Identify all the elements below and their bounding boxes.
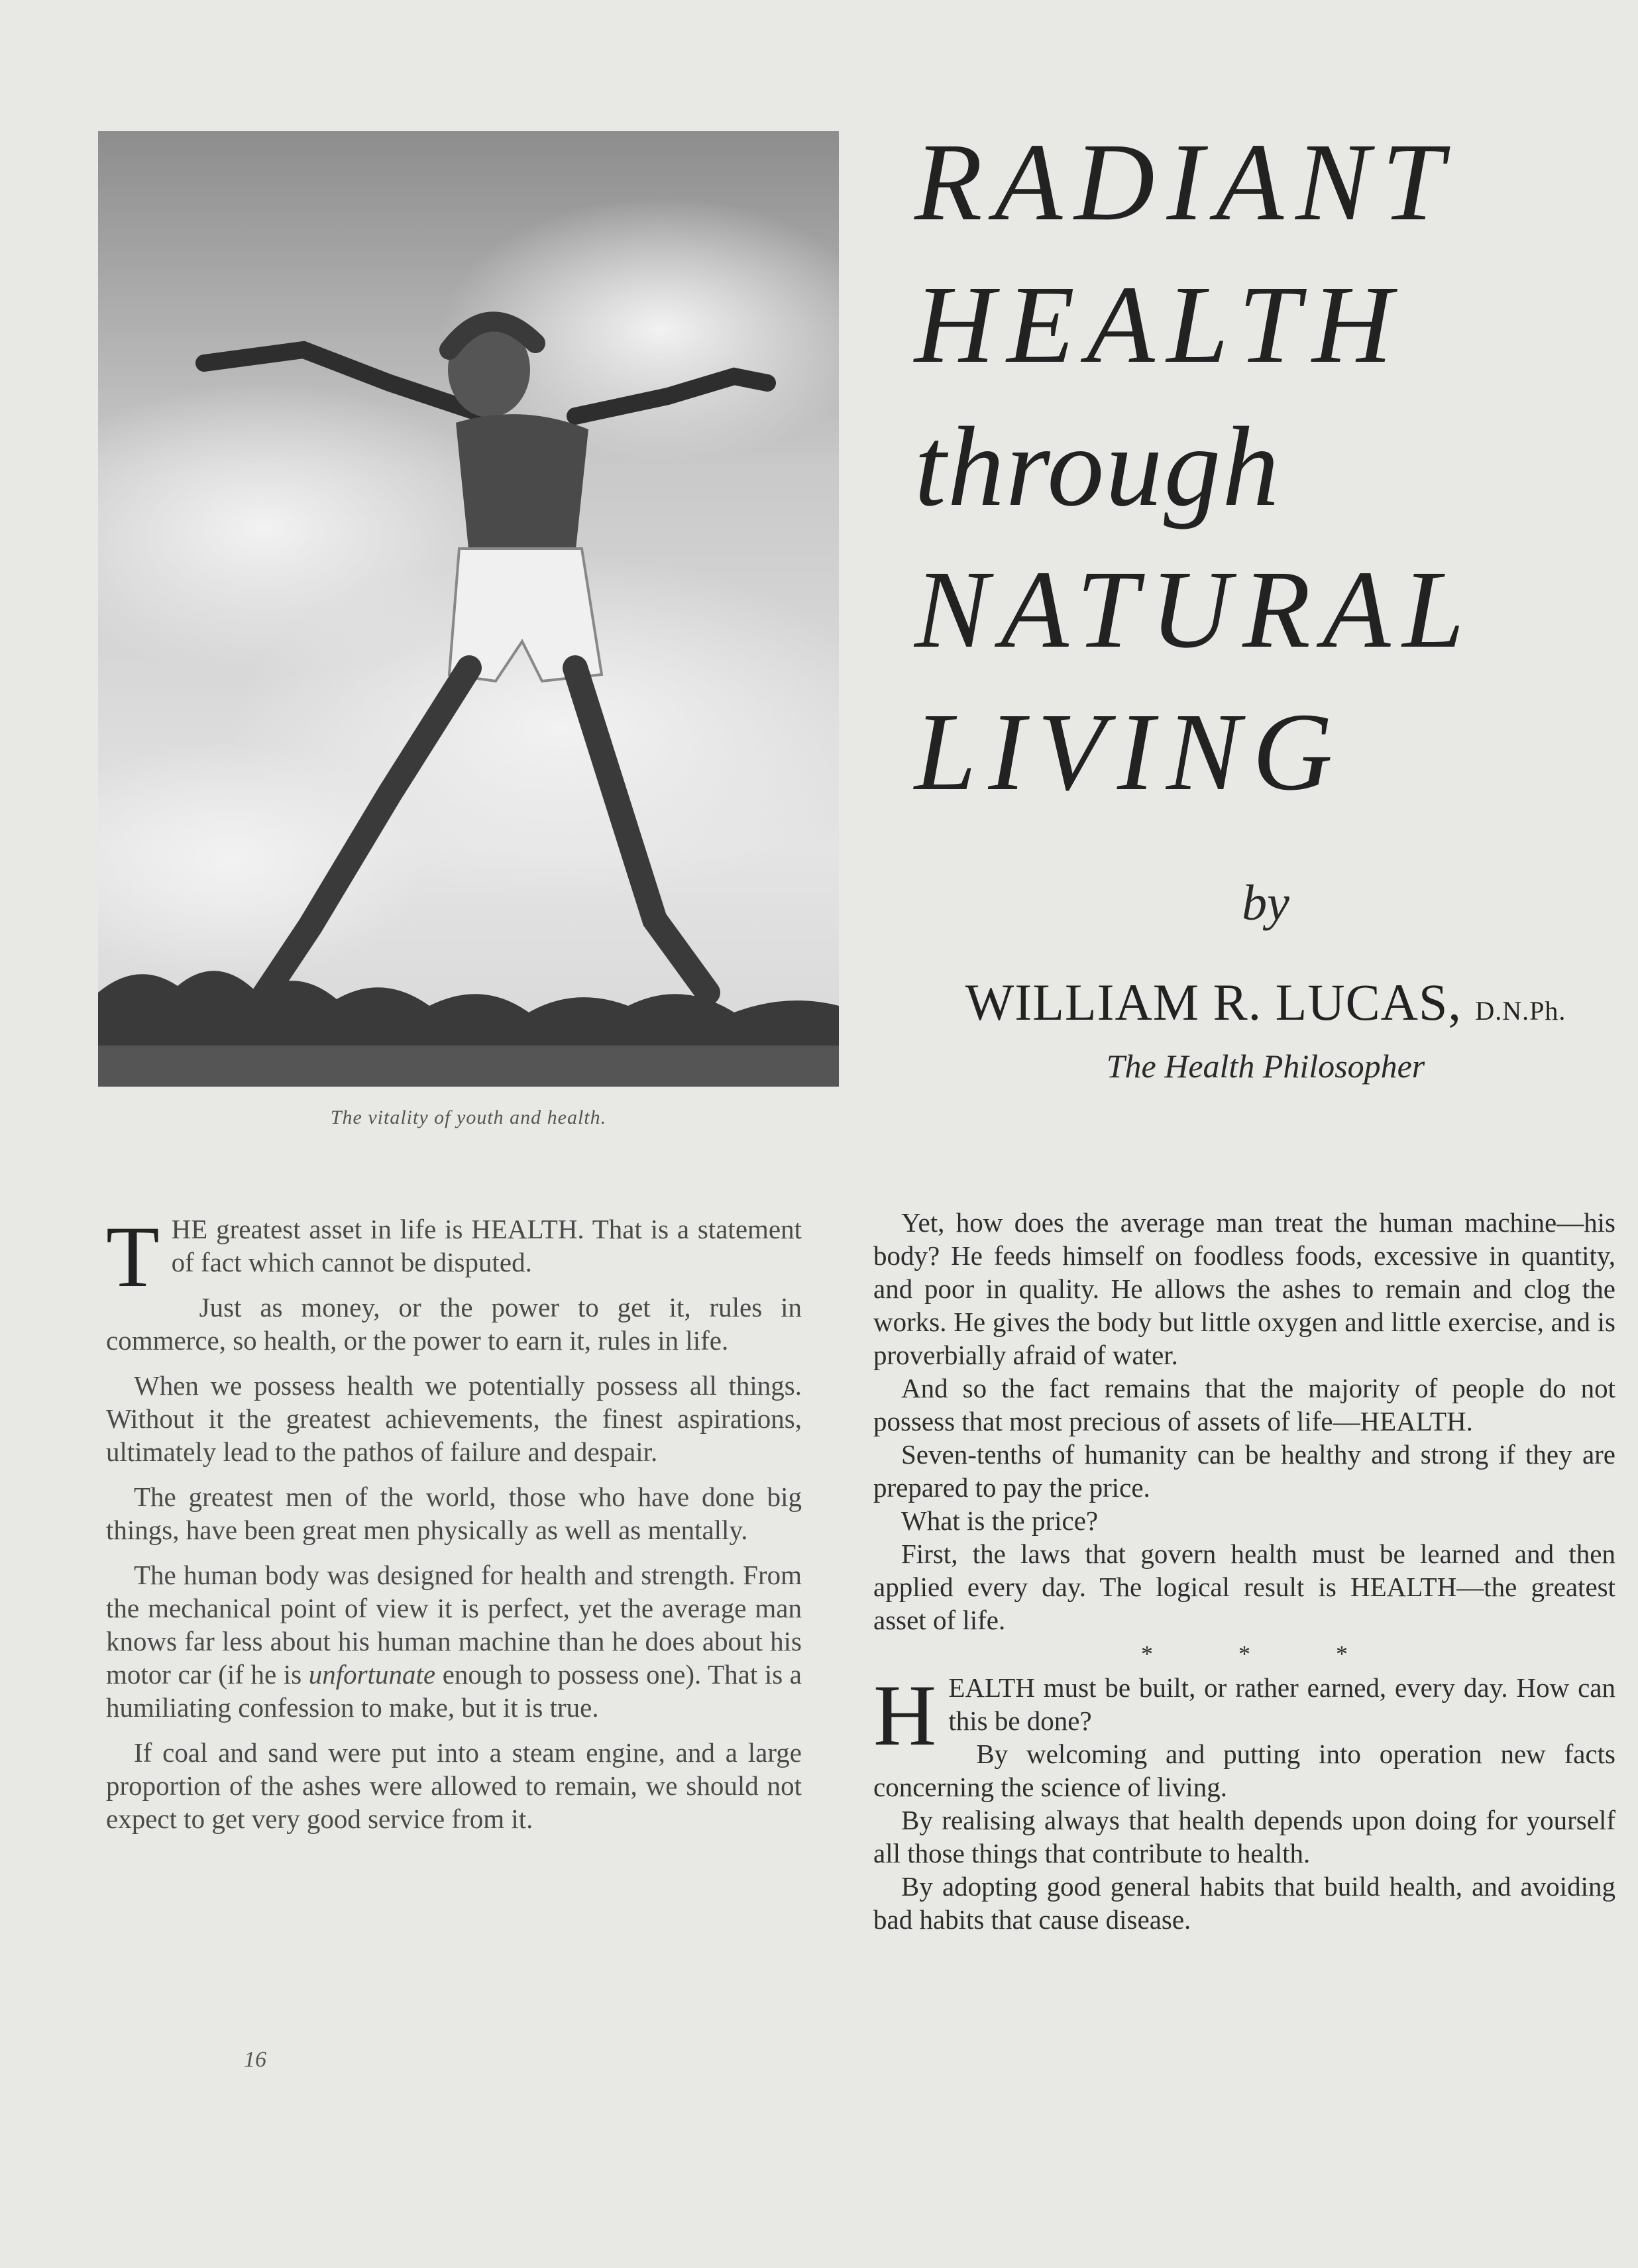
left-paragraph-4: The greatest men of the world, those who have done big things, have been great men physically as well as mentally. xyxy=(106,1482,802,1545)
author-name xyxy=(914,973,1617,1032)
photo-caption: The vitality of youth and health. xyxy=(330,1107,607,1128)
page-number: 16 xyxy=(244,2047,266,2072)
right-paragraph-1: Yet, how does the average man treat the human machine—his body? He feeds himself on foodless foods, excessive in quantity, and poor in quality. He allows the ashes to remain and clog the works. He gives the body but little oxygen and little exercise, and is proverbially afraid of water. xyxy=(873,1207,1615,1370)
byline-by: by xyxy=(1242,875,1289,931)
right-column xyxy=(873,1206,1615,1936)
section-divider-stars: * * * xyxy=(1141,1641,1388,1667)
jumping-woman-image xyxy=(98,131,839,1087)
left-paragraph-1-text: HE greatest asset in life is HEALTH. That is a statement of fact which cannot be disputed. xyxy=(171,1214,802,1277)
right-paragraph-8: By realising always that health depends upon doing for yourself all those things that contribute to health. xyxy=(873,1805,1615,1868)
left-column xyxy=(106,1208,802,1847)
article-photo xyxy=(98,131,839,1087)
left-paragraph-5-emphasis: unfortunate xyxy=(308,1659,436,1690)
drop-cap-h: H xyxy=(873,1666,937,1764)
title-line-health: HEALTH xyxy=(914,263,1405,386)
right-paragraph-3: Seven-tenths of humanity can be healthy and strong if they are prepared to pay the price. xyxy=(873,1439,1615,1503)
title-line-living: LIVING xyxy=(914,690,1345,814)
author-role: The Health Philosopher xyxy=(1106,1048,1425,1085)
right-paragraph-9: By adopting good general habits that build health, and avoiding bad habits that cause disease. xyxy=(873,1871,1615,1935)
right-paragraph-6-text: EALTH must be built, or rather earned, every day. How can this be done? xyxy=(948,1672,1615,1736)
author-degree: D.N.Ph. xyxy=(1475,996,1566,1026)
article-title xyxy=(914,111,1617,824)
right-paragraph-2: And so the fact remains that the majority of people do not possess that most precious of assets of life—HEALTH. xyxy=(873,1373,1615,1436)
left-paragraph-6: If coal and sand were put into a steam engine, and a large proportion of the ashes were allowed to remain, we should not expect to get very good service from it. xyxy=(106,1737,802,1834)
left-paragraph-3: When we possess health we potentially possess all things. Without it the greatest achievements, the finest aspirations, ultimately lead to the pathos of failure and despair. xyxy=(106,1370,802,1467)
left-paragraph-2: Just as money, or the power to get it, rules in commerce, so health, or the power to earn it, rules in life. xyxy=(106,1292,802,1356)
title-line-through: through xyxy=(914,404,1281,530)
right-paragraph-5: First, the laws that govern health must be learned and then applied every day. The logical result is HEALTH—the greatest asset of life. xyxy=(873,1539,1615,1635)
left-paragraph-5-b: enough to possess one). That is a humiliating confession to make, but it is true. xyxy=(106,1659,802,1723)
right-paragraph-7: By welcoming and putting into operation new facts concerning the science of living. xyxy=(873,1739,1615,1802)
left-paragraph-1 xyxy=(106,1208,802,1305)
author-name-text: WILLIAM R. LUCAS, xyxy=(965,973,1462,1031)
left-paragraph-5-a: The human body was designed for health and strength. From the mechanical point of view it is perfect, yet the average man knows far less about his human machine than he does about his motor car (if he is xyxy=(106,1560,802,1690)
drop-cap-t: T xyxy=(106,1208,160,1305)
title-line-radiant: RADIANT xyxy=(914,121,1456,244)
right-paragraph-6 xyxy=(873,1666,1615,1764)
right-paragraph-4: What is the price? xyxy=(901,1505,1099,1536)
left-paragraph-5 xyxy=(106,1558,802,1724)
title-line-natural: NATURAL xyxy=(914,548,1476,671)
